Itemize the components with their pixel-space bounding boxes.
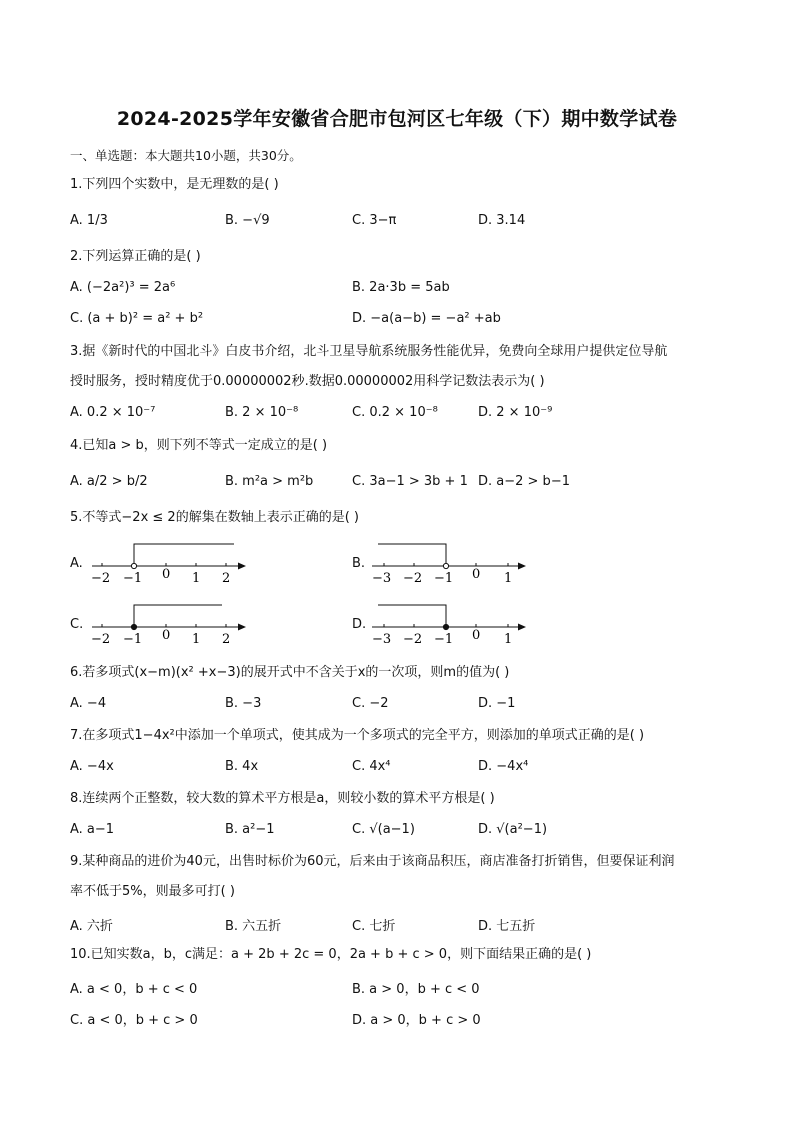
q9-option-a: A. 六折 — [70, 919, 113, 934]
question-2-stem: 2.下列运算正确的是( ) — [70, 249, 201, 264]
q6-option-a: A. −4 — [70, 696, 107, 711]
tick-label: 2 — [222, 632, 231, 647]
q7-option-b: B. 4x — [225, 759, 259, 774]
q5-option-c: C. — [70, 617, 84, 632]
tick-label: −2 — [91, 632, 111, 647]
q3-option-c: C. 0.2 × 10⁻⁸ — [352, 405, 438, 420]
q4-option-d: D. a−2 > b−1 — [478, 474, 570, 489]
question-1-stem: 1.下列四个实数中，是无理数的是( ) — [70, 177, 279, 192]
tick-label: 1 — [192, 632, 201, 647]
q8-option-c: C. √(a−1) — [352, 822, 415, 837]
tick-label: −2 — [403, 632, 423, 647]
q7-option-c: C. 4x⁴ — [352, 759, 391, 774]
tick-label: 1 — [192, 571, 201, 586]
q6-option-b: B. −3 — [225, 696, 262, 711]
q7-option-d: D. −4x⁴ — [478, 759, 529, 774]
question-3-stem-line1: 3.据《新时代的中国北斗》白皮书介绍，北斗卫星导航系统服务性能优异，免费向全球用户提供定位导航 — [70, 344, 668, 359]
section-heading: 一、单选题：本大题共10小题，共30分。 — [70, 148, 302, 163]
question-7-stem: 7.在多项式1−4x²中添加一个单项式，使其成为一个多项式的完全平方，则添加的单项式正确的是( ) — [70, 728, 645, 743]
question-6-stem: 6.若多项式(x−m)(x² +x−3)的展开式中不含关于x的一次项，则m的值为( ) — [70, 665, 510, 680]
question-8-stem: 8.连续两个正整数，较大数的算术平方根是a，则较小数的算术平方根是( ) — [70, 791, 495, 806]
q8-option-b: B. a²−1 — [225, 822, 275, 837]
q2-option-a: A. (−2a²)³ = 2a⁶ — [70, 280, 176, 295]
question-10-stem: 10.已知实数a，b，c满足：a + 2b + 2c = 0，2a + b + c > 0，则下面结果正确的是( ) — [70, 947, 592, 962]
q10-option-a: A. a < 0，b + c < 0 — [70, 982, 198, 997]
q10-option-d: D. a > 0，b + c > 0 — [352, 1013, 481, 1028]
question-9-stem-line2: 率不低于5%，则最多可打( ) — [70, 884, 235, 899]
tick-label: −2 — [91, 571, 111, 586]
tick-label: 2 — [222, 571, 231, 586]
tick-label: 1 — [504, 571, 513, 586]
question-5-stem: 5.不等式−2x ≤ 2的解集在数轴上表示正确的是( ) — [70, 510, 359, 525]
question-4-stem: 4.已知a > b，则下列不等式一定成立的是( ) — [70, 438, 328, 453]
q5-numberline-d — [368, 599, 533, 651]
q1-option-d: D. 3.14 — [478, 213, 526, 228]
q8-option-a: A. a−1 — [70, 822, 115, 837]
tick-label: −3 — [372, 571, 392, 586]
q6-option-c: C. −2 — [352, 696, 389, 711]
q5-numberline-a — [88, 538, 248, 590]
tick-label: 0 — [162, 628, 171, 643]
q5-option-b: B. — [352, 556, 366, 571]
tick-label: 0 — [472, 567, 481, 582]
q3-option-b: B. 2 × 10⁻⁸ — [225, 405, 299, 420]
q5-option-d: D. — [352, 617, 367, 632]
q3-option-d: D. 2 × 10⁻⁹ — [478, 405, 553, 420]
tick-label: 0 — [472, 628, 481, 643]
q2-option-d: D. −a(a−b) = −a² +ab — [352, 311, 501, 326]
q7-option-a: A. −4x — [70, 759, 114, 774]
q4-option-c: C. 3a−1 > 3b + 1 — [352, 474, 468, 489]
q1-option-b: B. −√9 — [225, 213, 270, 228]
q5-numberline-b — [368, 538, 533, 590]
tick-label: −2 — [403, 571, 423, 586]
question-3-stem-line2: 授时服务，授时精度优于0.00000002秒.数据0.00000002用科学记数法表示为( ) — [70, 374, 545, 389]
q10-option-b: B. a > 0，b + c < 0 — [352, 982, 480, 997]
tick-label: −1 — [434, 632, 454, 647]
q9-option-d: D. 七五折 — [478, 919, 536, 934]
page-title: 2024-2025学年安徽省合肥市包河区七年级（下）期中数学试卷 — [116, 108, 678, 130]
q2-option-c: C. (a + b)² = a² + b² — [70, 311, 204, 326]
question-9-stem-line1: 9.某种商品的进价为40元，出售时标价为60元，后来由于该商品积压，商店准备打折销售，但要保证利润 — [70, 854, 675, 869]
q5-numberline-c — [88, 599, 248, 651]
q9-option-b: B. 六五折 — [225, 919, 282, 934]
tick-label: −1 — [434, 571, 454, 586]
q8-option-d: D. √(a²−1) — [478, 822, 548, 837]
tick-label: −1 — [123, 632, 143, 647]
tick-label: 0 — [162, 567, 171, 582]
q4-option-b: B. m²a > m²b — [225, 474, 314, 489]
q1-option-c: C. 3−π — [352, 213, 397, 228]
q1-option-a: A. 1/3 — [70, 213, 108, 228]
q9-option-c: C. 七折 — [352, 919, 396, 934]
tick-label: 1 — [504, 632, 513, 647]
tick-label: −1 — [123, 571, 143, 586]
q5-option-a: A. — [70, 556, 83, 571]
q10-option-c: C. a < 0，b + c > 0 — [70, 1013, 198, 1028]
tick-label: −3 — [372, 632, 392, 647]
q3-option-a: A. 0.2 × 10⁻⁷ — [70, 405, 156, 420]
q6-option-d: D. −1 — [478, 696, 516, 711]
q2-option-b: B. 2a·3b = 5ab — [352, 280, 450, 295]
q4-option-a: A. a/2 > b/2 — [70, 474, 148, 489]
